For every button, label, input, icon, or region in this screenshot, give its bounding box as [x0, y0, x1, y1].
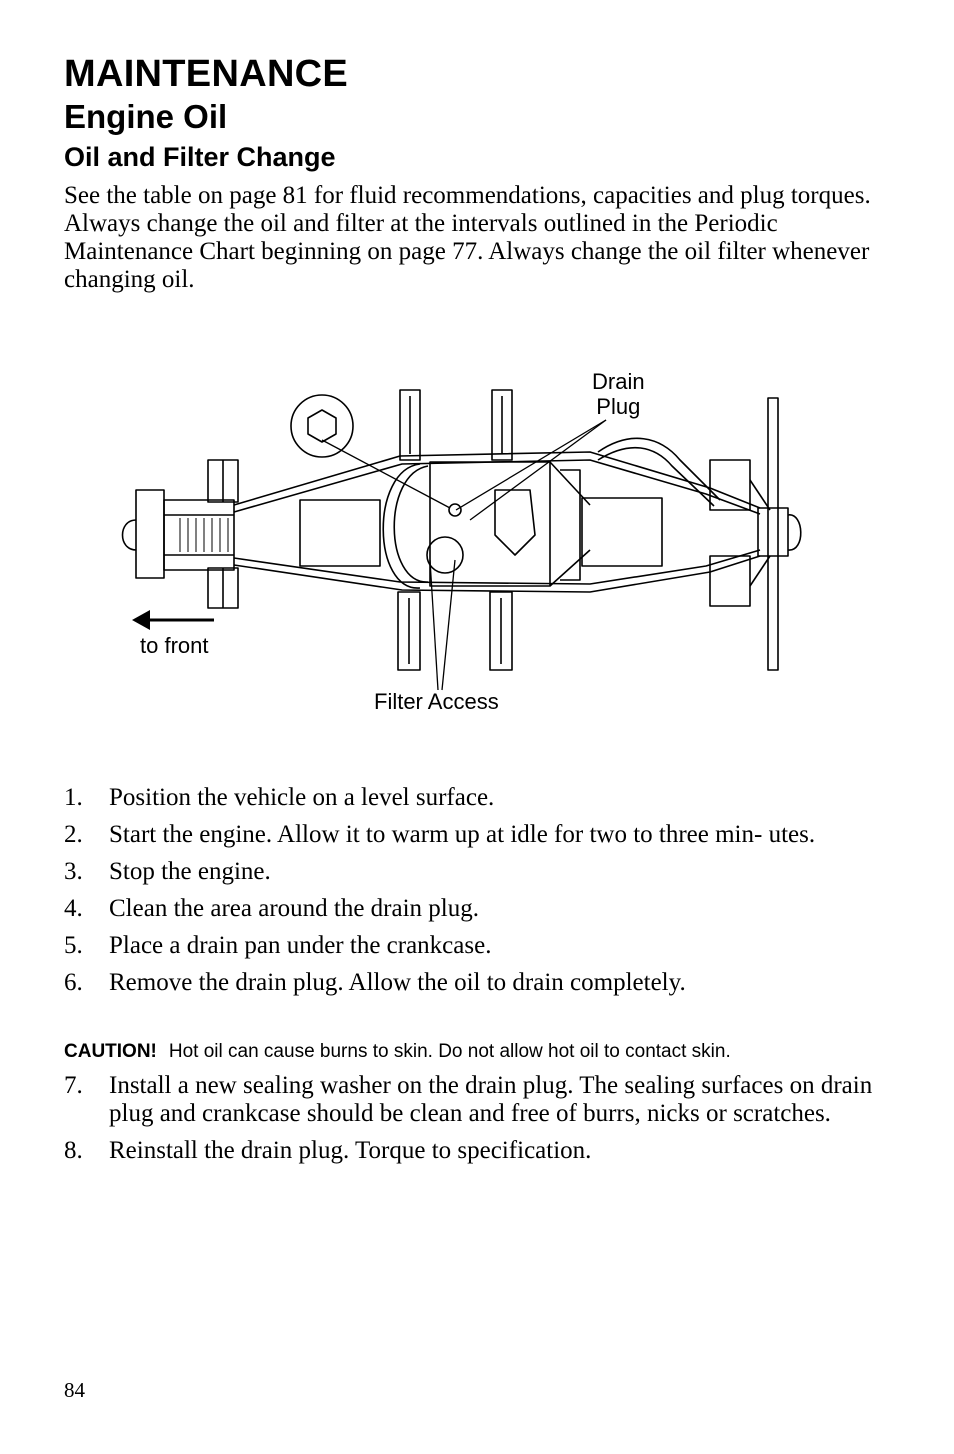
step-number: 3. — [64, 858, 83, 885]
step-number: 4. — [64, 895, 83, 922]
step-text: Install a new sealing washer on the drain plug. The sealing surfaces on drain plug and crankcase should be clean and free of burrs, nicks or scratches. — [109, 1072, 873, 1127]
caution-label: CAUTION! — [64, 1041, 157, 1062]
list-item — [64, 1072, 884, 1128]
step-number: 2. — [64, 821, 83, 848]
steps-list-part2 — [64, 1072, 884, 1174]
caution-text: Hot oil can cause burns to skin. Do not allow hot oil to contact skin. — [168, 1041, 731, 1062]
list-item — [64, 969, 884, 997]
section-heading: MAINTENANCE — [64, 53, 349, 95]
rear-tube — [598, 438, 720, 500]
step-text: Stop the engine. — [109, 858, 271, 885]
step-number: 1. — [64, 784, 83, 811]
to-front-label: to front — [140, 633, 209, 658]
list-item — [64, 932, 884, 960]
chassis-drawing — [120, 360, 840, 720]
intro-paragraph: See the table on page 81 for fluid recommendations, capacities and plug torques. Always change the oil and filter at the intervals outlined in the Periodic Maintenance Chart beginning on page 77. Always change the oil filter whenever changing oil. — [64, 182, 871, 293]
list-item — [64, 1137, 884, 1165]
filter-access-opening — [427, 537, 463, 573]
caution-note — [64, 1041, 731, 1063]
drain-label-line1: Drain — [592, 369, 645, 394]
front-arrow-head — [132, 610, 150, 630]
rear-hub — [758, 508, 788, 556]
frame-diagram — [120, 360, 840, 720]
step-number: 6. — [64, 969, 83, 996]
subsection-title: Oil and Filter Change — [64, 142, 336, 172]
step-text: Start the engine. Allow it to warm up at idle for two to three min- utes. — [109, 821, 816, 848]
drain-label-line2: Plug — [596, 394, 641, 419]
filter-leader-b — [442, 560, 455, 690]
list-item — [64, 858, 884, 886]
step-number: 8. — [64, 1137, 83, 1164]
list-item — [64, 784, 884, 812]
step-number: 5. — [64, 932, 83, 959]
filter-leader-a — [430, 560, 438, 690]
step-number: 7. — [64, 1072, 83, 1099]
steps-list-part1 — [64, 784, 884, 1006]
drain-leader-c — [470, 420, 606, 520]
drain-plug-label — [592, 369, 645, 419]
step-text: Clean the area around the drain plug. — [109, 895, 479, 922]
page-title: Engine Oil — [64, 98, 228, 135]
step-text: Place a drain pan under the crankcase. — [109, 932, 492, 959]
rear-axle — [768, 398, 778, 670]
tow-hook — [123, 520, 137, 550]
rear-cross-member — [582, 498, 662, 566]
list-item — [64, 821, 884, 849]
front-bumper — [136, 490, 164, 578]
list-item — [64, 895, 884, 923]
engine-bay — [430, 462, 550, 586]
step-text: Position the vehicle on a level surface. — [109, 784, 495, 811]
step-text: Remove the drain plug. Allow the oil to drain completely. — [109, 969, 686, 996]
drain-plug-detail-circle — [291, 395, 353, 457]
page-number: 84 — [64, 1378, 85, 1402]
front-cross-member — [300, 500, 380, 566]
front-grill — [180, 518, 228, 552]
drain-plug-hex — [308, 410, 336, 442]
skid-plate-center — [495, 490, 535, 555]
filter-access-label: Filter Access — [374, 689, 499, 714]
step-text: Reinstall the drain plug. Torque to specification. — [109, 1137, 592, 1164]
